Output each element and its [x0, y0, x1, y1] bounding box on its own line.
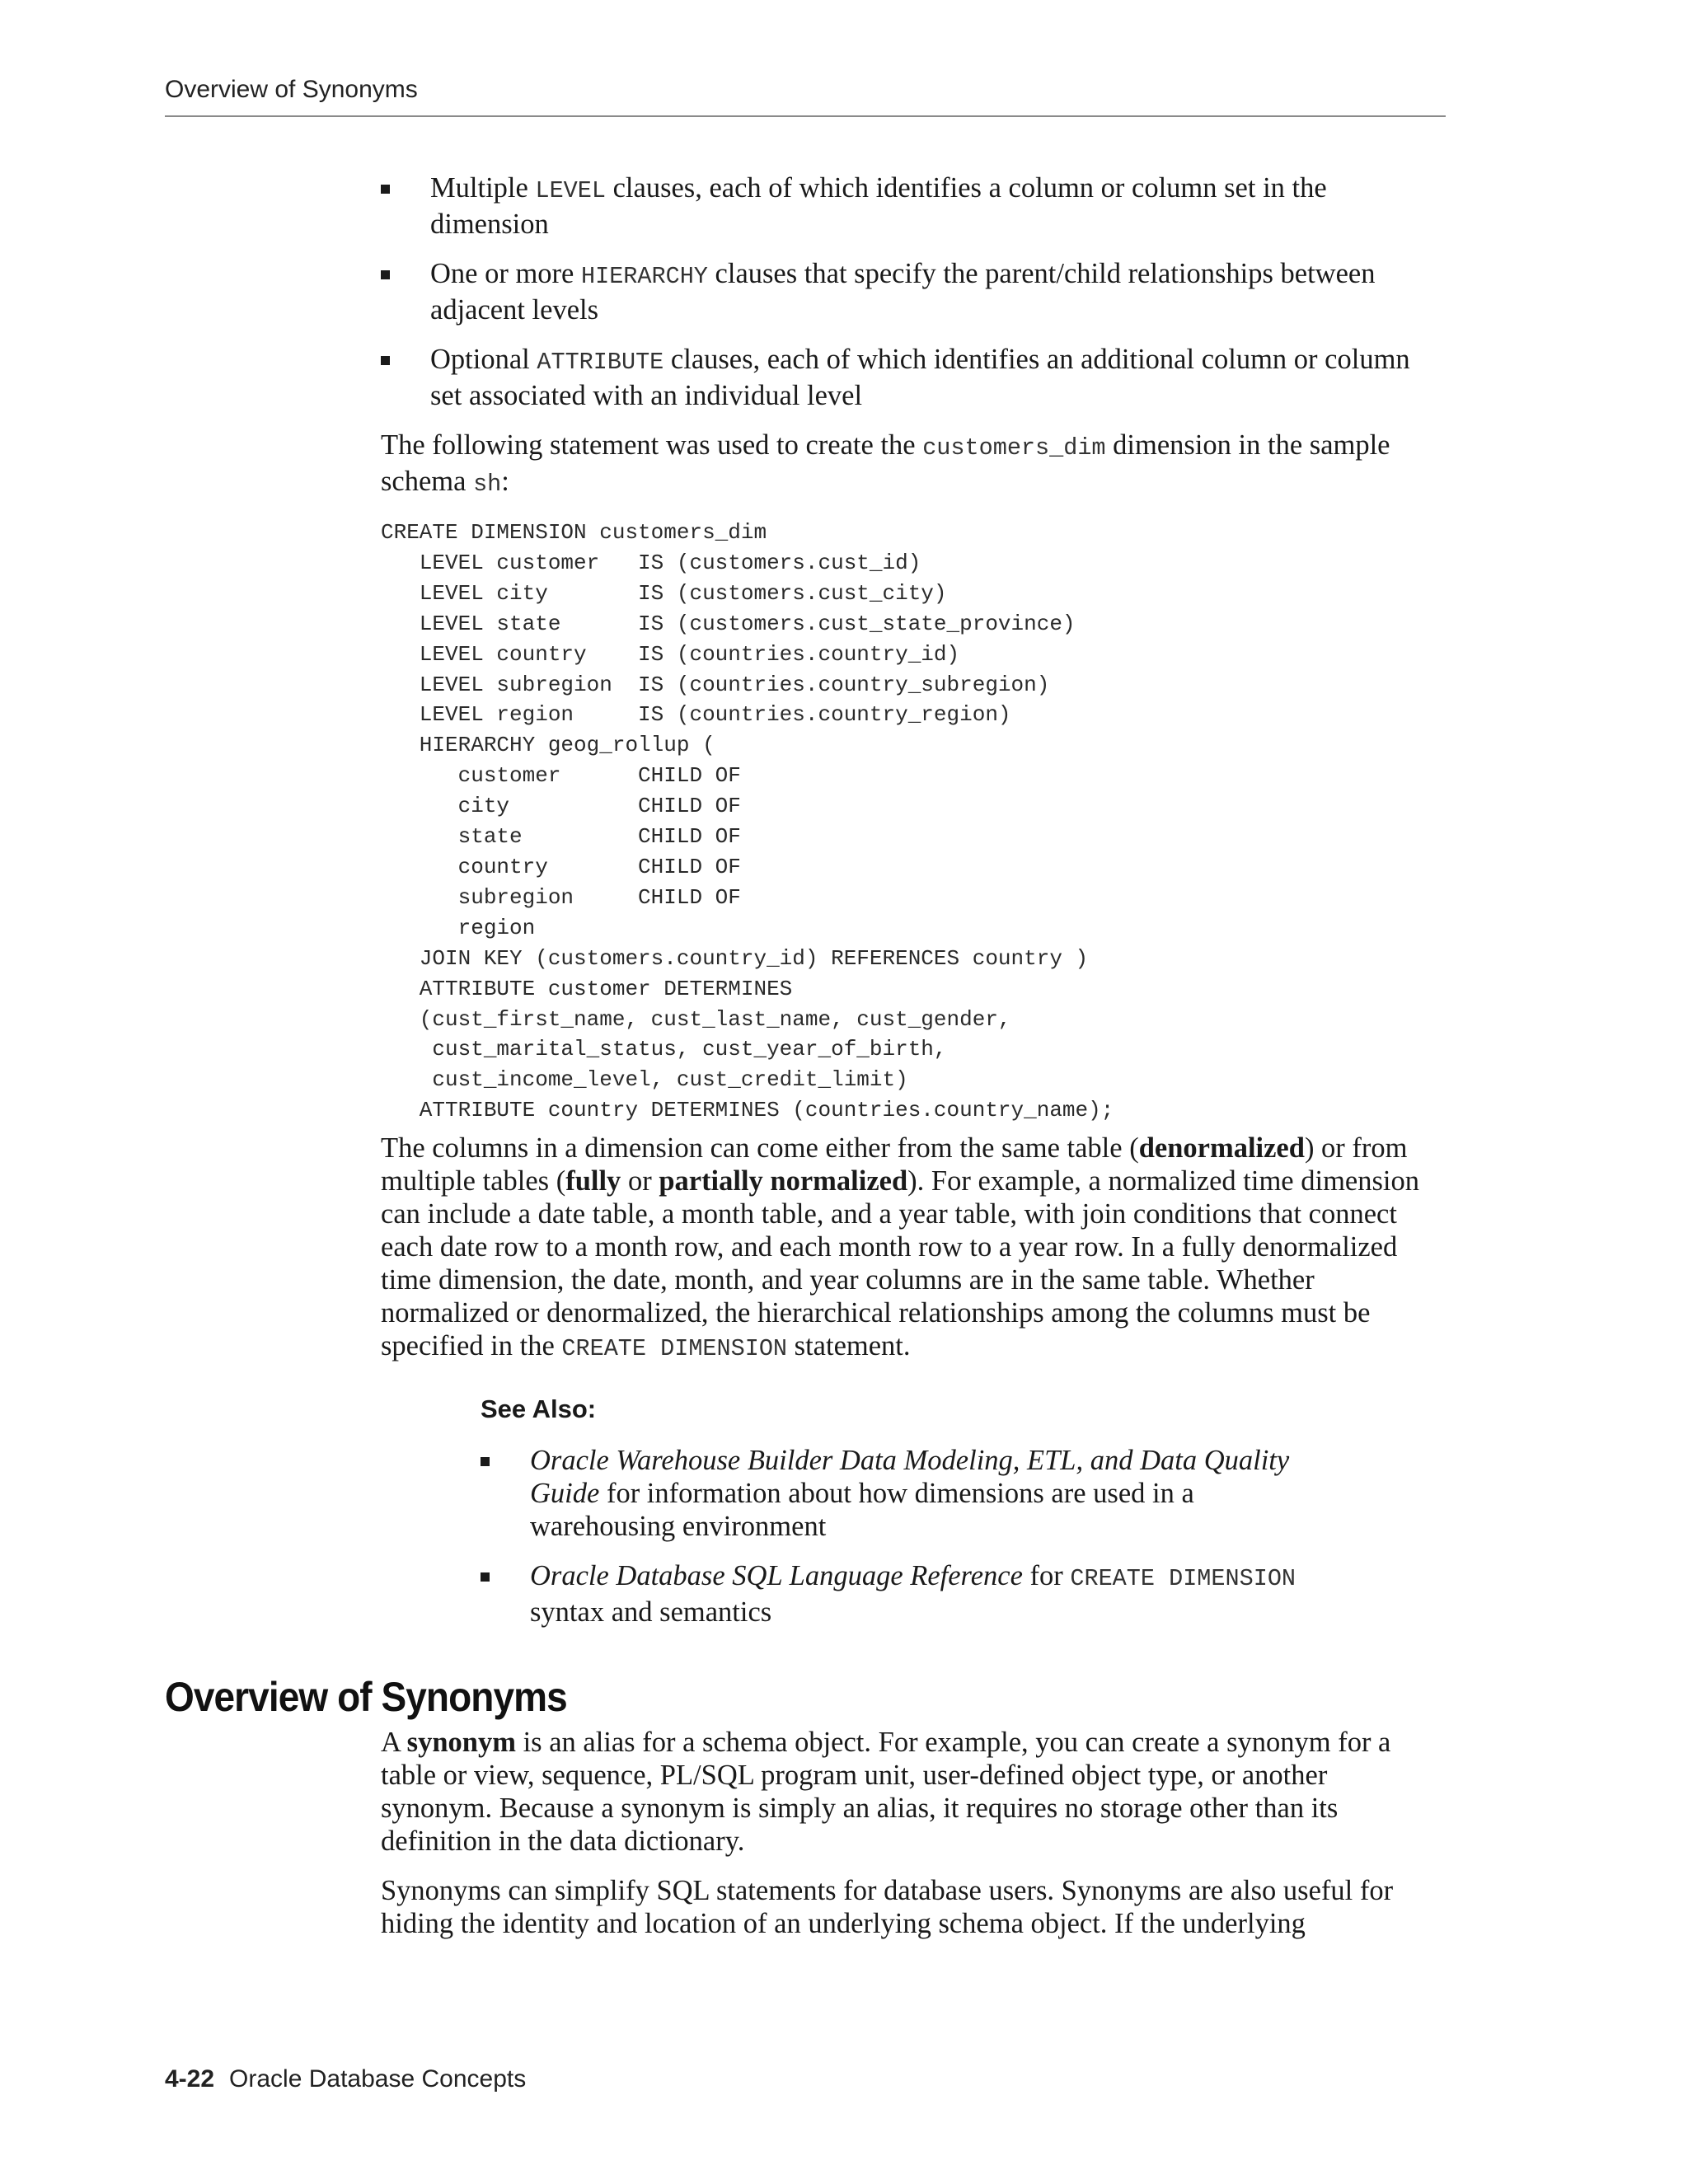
columns-paragraph-container — [381, 1132, 1444, 1382]
section-heading: Overview of Synonyms — [165, 1674, 567, 1720]
list-item: Optional ATTRIBUTE clauses, each of which identifies an additional column or column set associated with an individual level — [381, 343, 1444, 412]
inline-code: HIERARCHY — [580, 263, 708, 290]
page-number: 4-22 — [165, 2065, 215, 2093]
columns-paragraph: The columns in a dimension can come either from the same table (denormalized) or from multiple tables (fully or partially normalized). For example, a normalized time dimension can include a date table, a month table, and a year table, with join conditions that connect each date row to a month row, and each month row to a year row. In a fully denormalized time dimension, the date, month, and year columns are in the same table. Whether normalized or denormalized, the hierarchical relationships among the columns must be specified in the CREATE DIMENSION statement. — [381, 1132, 1419, 1362]
intro-paragraph: The following statement was used to create the customers_dim dimension in the sample schema sh: — [381, 429, 1390, 498]
list-item: Oracle Database SQL Language Reference for CREATE DIMENSION syntax and semantics — [481, 1559, 1305, 1629]
see-also-list — [481, 1444, 1305, 1629]
clause-bullet-list — [381, 171, 1444, 412]
inline-code: ATTRIBUTE — [537, 349, 664, 376]
inline-code: customers_dim — [922, 434, 1106, 462]
book-reference: Oracle Database SQL Language Reference — [530, 1560, 1023, 1591]
create-dimension-code-block: CREATE DIMENSION customers_dim LEVEL customer IS (customers.cust_id) LEVEL city IS (customers.cust_city) LEVEL state IS (customers.cust_state_province) LEVEL country IS (countries.country_id) LEVEL subregion IS (countries.country_subregion) LEVEL region IS (countries.country_region) HIERARCHY geog_rollup ( customer CHILD OF city CHILD OF state CHILD OF country CHILD OF subregion CHILD OF region JOIN KEY (customers.country_id) REFERENCES country ) ATTRIBUTE customer DETERMINES (cust_first_name, cust_last_name, cust_gender, cust_marital_status, cust_year_of_birth, cust_income_level, cust_credit_limit) ATTRIBUTE country DETERMINES (countries.country_name); — [381, 520, 1114, 1123]
inline-code: CREATE DIMENSION — [1070, 1565, 1296, 1592]
synonyms-section-body — [381, 1726, 1444, 1957]
book-reference: Oracle Warehouse Builder Data Modeling, ETL, and Data Quality Guide — [530, 1445, 1290, 1509]
list-item: Multiple LEVEL clauses, each of which identifies a column or column set in the dimension — [381, 171, 1444, 241]
list-item: Oracle Warehouse Builder Data Modeling, ETL, and Data Quality Guide for information about how dimensions are used in a warehousing environment — [481, 1444, 1305, 1543]
book-title: Oracle Database Concepts — [229, 2065, 527, 2093]
synonym-usage-paragraph: Synonyms can simplify SQL statements for database users. Synonyms are also useful for hiding the identity and location of an underlying schema object. If the underlying — [381, 1875, 1394, 1939]
synonym-definition-paragraph: A synonym is an alias for a schema object. For example, you can create a synonym for a table or view, sequence, PL/SQL program unit, user-defined object type, or another synonym. Because a synonym is simply an alias, it requires no storage other than its definition in the data dictionary. — [381, 1727, 1391, 1857]
list-item: One or more HIERARCHY clauses that specify the parent/child relationships between adjacent levels — [381, 257, 1444, 326]
see-also-box — [481, 1393, 1305, 1645]
page-footer — [165, 2065, 526, 2093]
see-also-title: See Also: — [481, 1394, 597, 1423]
running-header — [165, 74, 1446, 117]
inline-code: CREATE DIMENSION — [561, 1335, 788, 1362]
running-header-title: Overview of Synonyms — [165, 76, 418, 103]
dimension-clauses-section — [381, 171, 1444, 1126]
inline-code: LEVEL — [535, 177, 606, 204]
inline-code: sh — [473, 471, 502, 498]
